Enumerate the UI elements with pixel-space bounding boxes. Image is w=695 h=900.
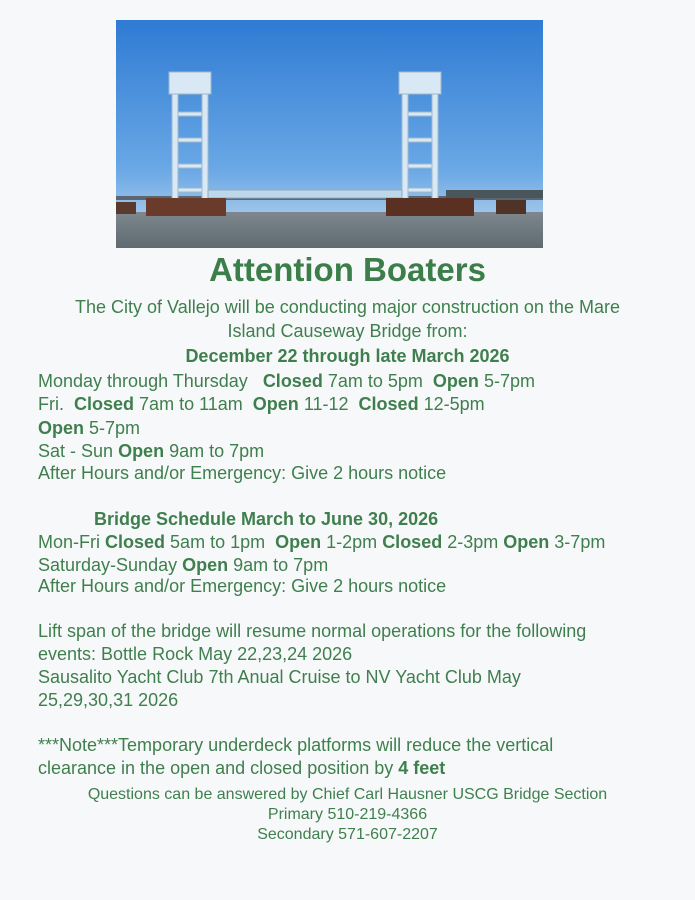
schedule1-mon-thu bbox=[38, 370, 535, 392]
open-label: Open bbox=[275, 532, 322, 552]
clearance-reduction: 4 feet bbox=[398, 758, 446, 778]
page-title: Attention Boaters bbox=[209, 251, 486, 288]
contact-line: Questions can be answered by Chief Carl Hausner USCG Bridge Section bbox=[87, 786, 608, 803]
hours: 5am to 1pm bbox=[170, 532, 266, 552]
hours: 11-12 bbox=[303, 394, 349, 414]
closed-label: Closed bbox=[382, 532, 443, 552]
day-label: Monday through Thursday bbox=[38, 371, 248, 391]
schedule1-after-hours: After Hours and/or Emergency: Give 2 hours notice bbox=[38, 463, 447, 483]
hours: 7am to 5pm bbox=[327, 371, 423, 391]
hours: 12-5pm bbox=[423, 394, 485, 414]
hours: 9am to 7pm bbox=[169, 441, 265, 461]
construction-dates: December 22 through late March 2026 bbox=[185, 346, 510, 366]
closed-label: Closed bbox=[74, 394, 135, 414]
open-label: Open bbox=[38, 418, 85, 438]
schedule2-heading: Bridge Schedule March to June 30, 2026 bbox=[94, 509, 439, 529]
bridge-photo bbox=[116, 20, 543, 248]
hours: 9am to 7pm bbox=[233, 555, 329, 575]
note-line-2 bbox=[38, 757, 445, 779]
events-line-3: Sausalito Yacht Club 7th Anual Cruise to NV Yacht Club May bbox=[38, 667, 521, 687]
note-text: clearance in the open and closed position by bbox=[38, 758, 394, 778]
closed-label: Closed bbox=[105, 532, 166, 552]
contact-secondary: Secondary 571-607-2207 bbox=[257, 826, 438, 843]
open-label: Open bbox=[432, 371, 479, 391]
day-label: Fri. bbox=[38, 394, 64, 414]
intro-line-2: Island Causeway Bridge from: bbox=[227, 321, 468, 341]
open-label: Open bbox=[182, 555, 229, 575]
schedule1-fri bbox=[38, 393, 485, 415]
lift-bridge-image bbox=[116, 20, 543, 248]
schedule1-sat-sun bbox=[38, 440, 264, 462]
day-label: Mon-Fri bbox=[38, 532, 100, 552]
day-label: Sat - Sun bbox=[38, 441, 114, 461]
hours: 2-3pm bbox=[447, 532, 499, 552]
contact-primary: Primary 510-219-4366 bbox=[267, 806, 428, 823]
day-label: Saturday-Sunday bbox=[38, 555, 178, 575]
intro-line-1: The City of Vallejo will be conducting major construction on the Mare bbox=[75, 297, 620, 317]
schedule1-fri-evening bbox=[38, 417, 140, 439]
events-line-2: events: Bottle Rock May 22,23,24 2026 bbox=[38, 644, 353, 664]
events-line-4: 25,29,30,31 2026 bbox=[38, 690, 179, 710]
hours: 5-7pm bbox=[483, 371, 535, 391]
schedule2-after-hours: After Hours and/or Emergency: Give 2 hours notice bbox=[38, 576, 447, 596]
hours: 7am to 11am bbox=[139, 394, 243, 414]
open-label: Open bbox=[503, 532, 550, 552]
open-label: Open bbox=[252, 394, 299, 414]
hours: 5-7pm bbox=[89, 418, 141, 438]
hours: 1-2pm bbox=[326, 532, 378, 552]
hours: 3-7pm bbox=[554, 532, 606, 552]
open-label: Open bbox=[118, 441, 165, 461]
schedule2-sat-sun bbox=[38, 554, 328, 576]
note-line-1: ***Note***Temporary underdeck platforms will reduce the vertical bbox=[38, 735, 554, 755]
events-line-1: Lift span of the bridge will resume normal operations for the following bbox=[38, 621, 587, 641]
schedule2-mon-fri bbox=[38, 531, 605, 553]
closed-label: Closed bbox=[262, 371, 323, 391]
closed-label: Closed bbox=[358, 394, 419, 414]
